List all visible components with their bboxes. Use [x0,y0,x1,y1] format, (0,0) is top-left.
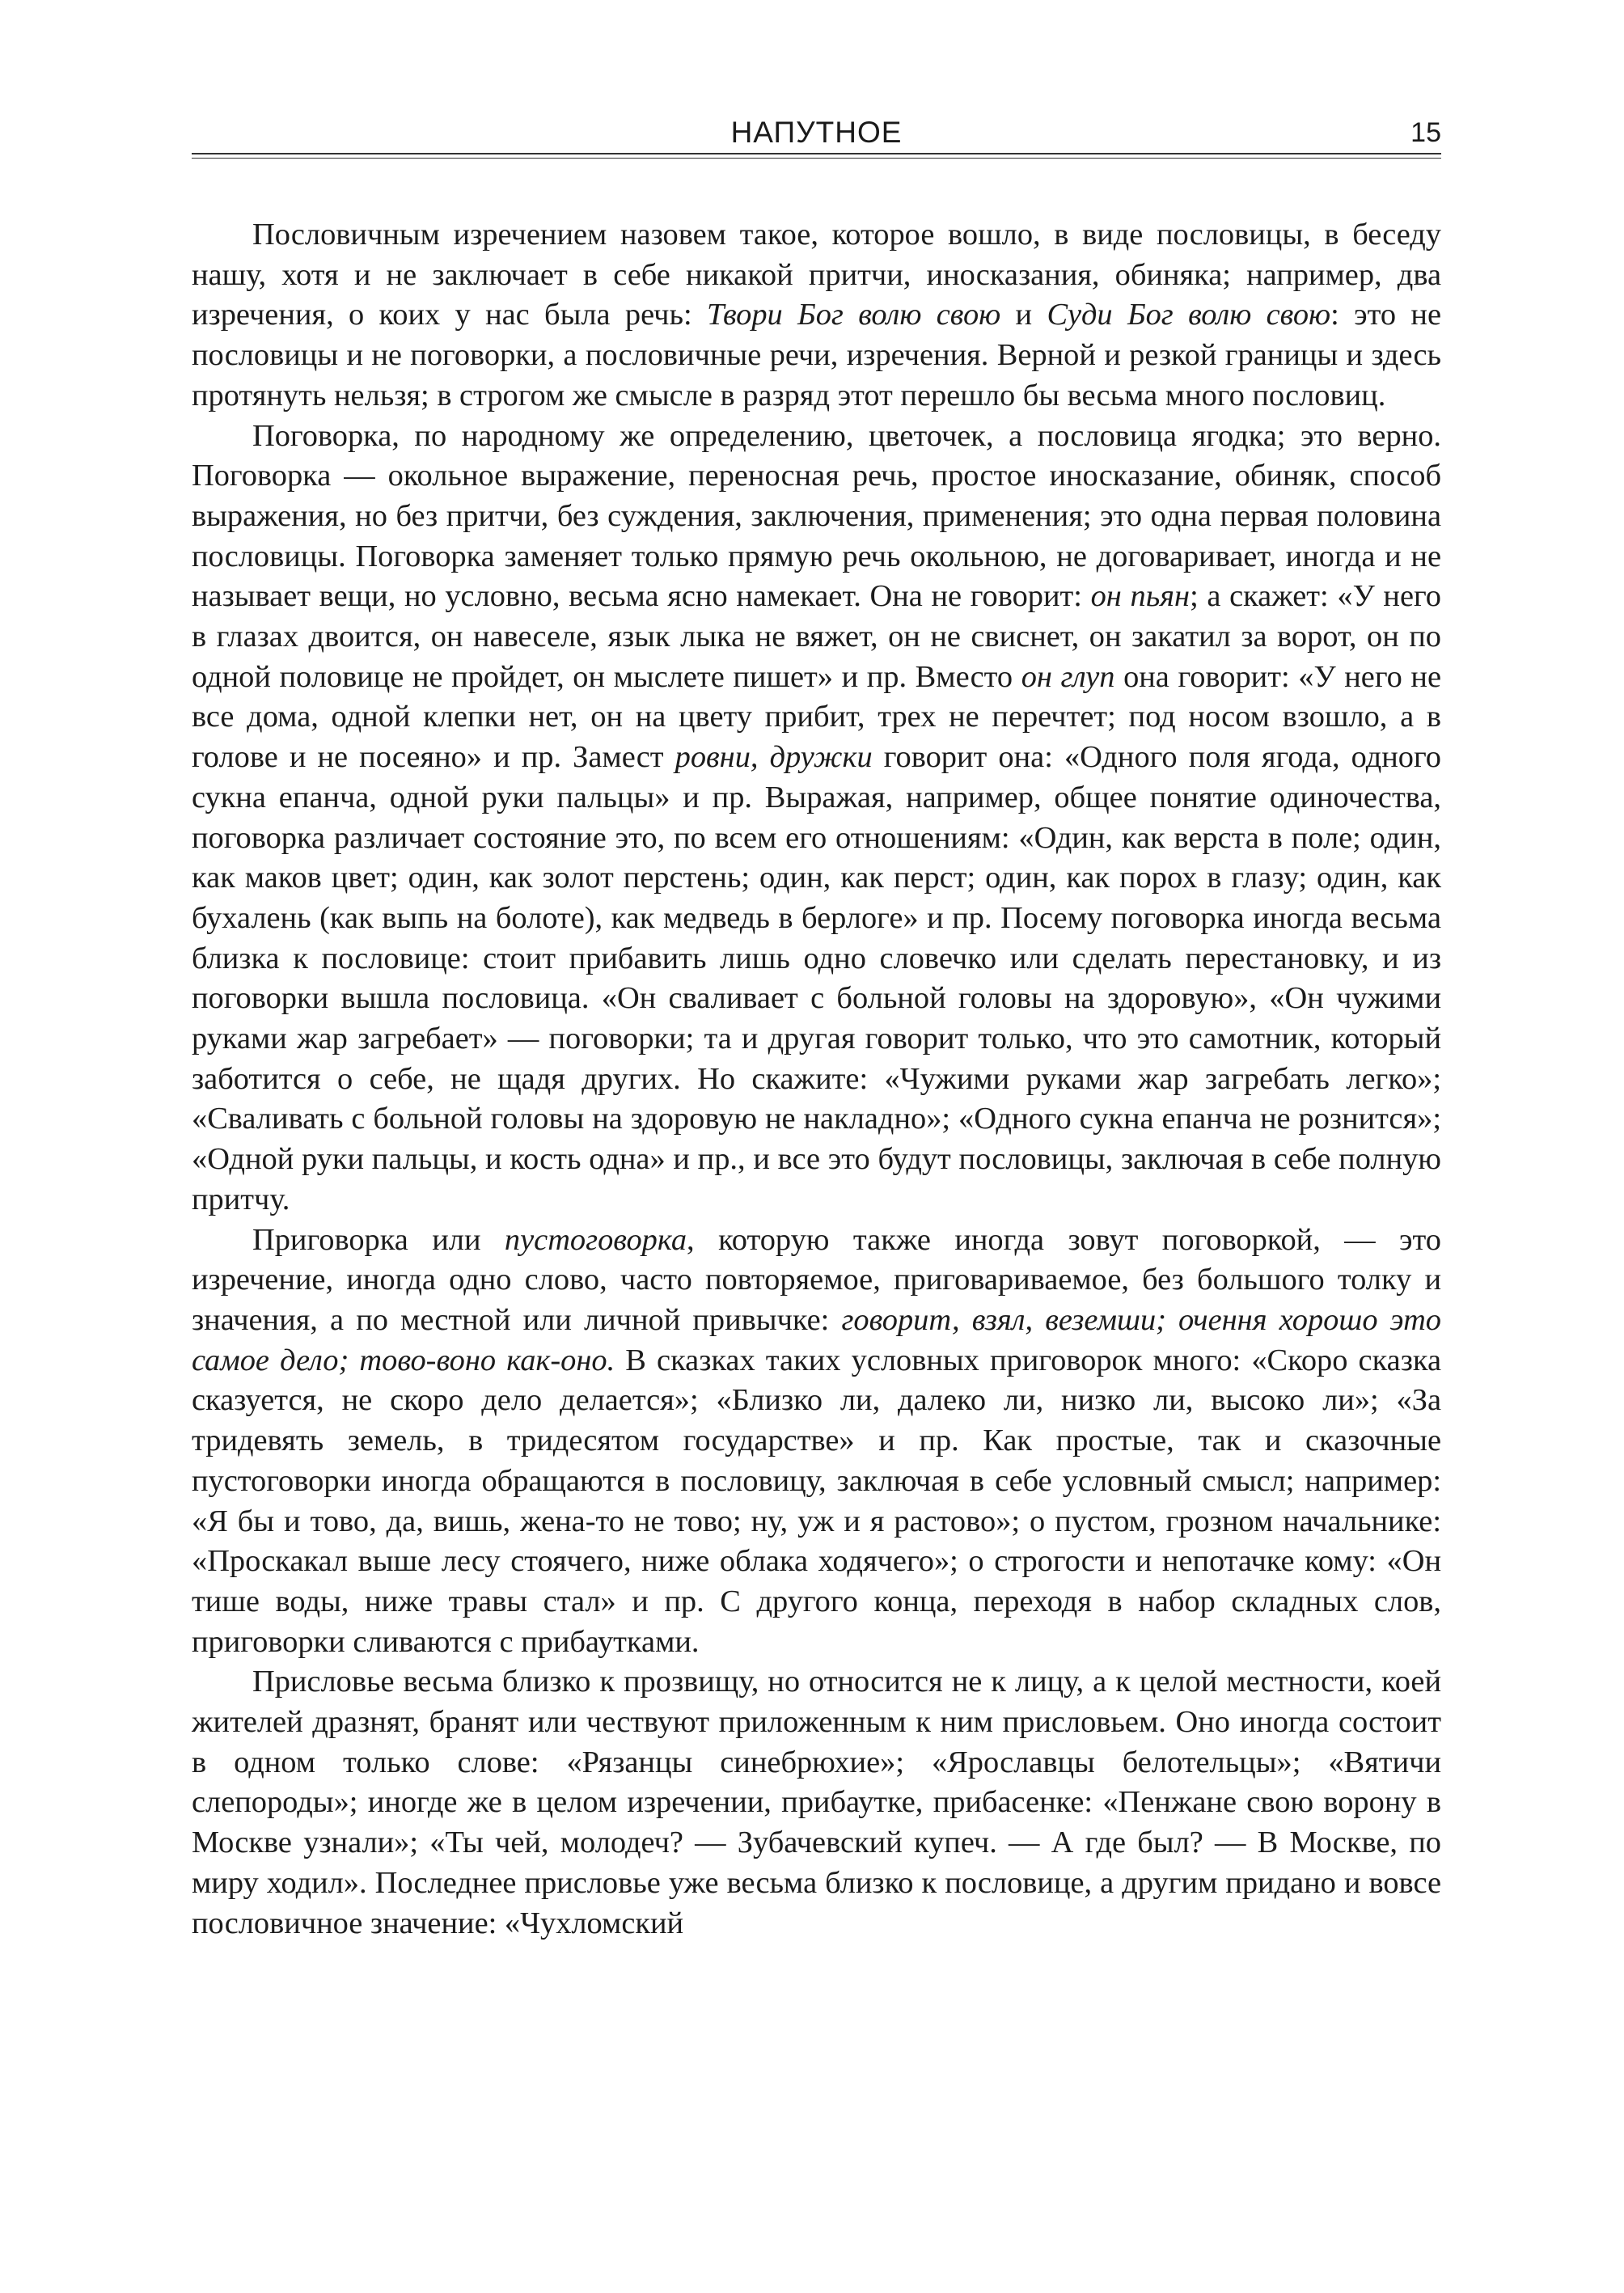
italic-phrase: Суди Бог волю свою [1047,298,1331,332]
running-title: НАПУТНОЕ [730,116,903,149]
text-run: и [1000,298,1047,332]
body-text [192,215,1441,1944]
header-rule-thick [192,153,1441,154]
text-run: Поговорка, по народному же определению, цветочек, а пословица ягодка; это верно. Поговорка — окольное выражение, переносная речь, простое иносказание, обиняк, способ выражения, но без притчи, без суждения, заключения, применения; это одна первая половина пословицы. Поговорка заменяет только прямую речь окольною, не договаривает, иногда и не называет вещи, но условно, весьма ясно намекает. Она не говорит: [192,418,1441,614]
italic-phrase: пустоговорка [504,1222,687,1257]
text-run: , которую также иногда зовут поговоркой, — это изречение, иногда одно слово, часто повторяемое, приговариваемое, без большого толку и значения, а по местной или личной привычке: [192,1222,1441,1337]
running-head [192,112,1441,154]
paragraph [192,215,1441,417]
paragraph [192,1221,1441,1663]
italic-phrase: Твори Бог волю свою [707,298,1001,332]
italic-phrase: говорит, взял, веземши; очення хорошо это самое дело; тово-воно как-оно. [192,1302,1441,1377]
text-run: Приговорка или [252,1222,505,1257]
paragraph [192,1662,1441,1944]
italic-phrase: ровни, дружки [675,740,873,775]
text-run: Присловье весьма близко к прозвищу, но относится не к лицу, а к целой местности, коей жителей дразнят, бранят или чествуют приложенным к ним присловьем. Оно иногда состоит в одном только слове: «Рязанцы синебрюхие»; «Ярославцы белотельцы»; «Вятичи слепороды»; иногде же в целом изречении, прибаутке, прибасенке: «Пенжане свою ворону в Москве узнали»; «Ты чей, молодеч? — Зубачевский купеч. — А где был? — В Москве, по миру ходил». Последнее присловье уже весьма близко к пословице, а другим придано и вовсе пословичное значение: «Чухломский [192,1665,1441,1940]
text-run: Пословичным изречением назовем такое, которое вошло, в виде пословицы, в беседу нашу, хотя и не заключает в себе никакой притчи, иносказания, обиняка; например, два изречения, о коих у нас была речь: [192,218,1441,332]
text-run: ; а скажет: «У него в глазах двоится, он навеселе, язык лыка не вяжет, он не свиснет, он закатил за ворот, он по одной половице не пройдет, он мыслете пишет» и пр. Вместо [192,579,1441,694]
header-rule-thin [192,158,1441,159]
text-run: она говорит: «У него не все дома, одной клепки нет, он на цвету прибит, трех не перечтет; под носом взошло, а в голове и не посеяно» и пр. Замест [192,659,1441,775]
page-number: 15 [1410,117,1441,148]
italic-phrase: он глуп [1021,659,1115,694]
italic-phrase: он пьян [1090,579,1191,614]
text-run: В сказках таких условных приговорок много: «Скоро сказка сказуется, не скоро дело делается»; «Близко ли, далеко ли, низко ли, высоко ли»; «За тридевять земель, в тридесятом государстве» и пр. Как простые, так и сказочные пустоговорки иногда обращаются в пословицу, заключая в себе условный смысл; например: «Я бы и тово, да, вишь, жена-то не тово; ну, уж и я растово»; о пустом, грозном начальнике: «Проскакал выше лесу стоячего, ниже облака ходячего»; о строгости и непотачке кому: «Он тише воды, ниже травы стал» и пр. С другого конца, переходя в набор складных слов, приговорки сливаются с прибаутками. [192,1343,1441,1659]
paragraph [192,417,1441,1221]
text-run: : это не пословицы и не поговорки, а пословичные речи, изречения. Верной и резкой границы и здесь протянуть нельзя; в строгом же смысле в разряд этот перешло бы весьма много пословиц. [192,298,1441,412]
text-run: говорит она: «Одного поля ягода, одного сукна епанча, одной руки пальцы» и пр. Выражая, например, общее понятие одиночества, поговорка различает состояние это, по всем его отношениям: «Один, как верста в поле; один, как маков цвет; один, как золот перстень; один, как перст; один, как порох в глазу; один, как бухалень (как выпь на болоте), как медведь в берлоге» и пр. Посему поговорка иногда весьма близка к пословице: стоит прибавить лишь одно словечко или сделать перестановку, и из поговорки вышла пословица. «Он сваливает с больной головы на здоровую», «Он чужими руками жар загребает» — поговорки; та и другая говорит только, что это самотник, который заботится о себе, не щадя других. Но скажите: «Чужими руками жар загребать легко»; «Сваливать с больной головы на здоровую не накладно»; «Одного сукна епанча не рознится»; «Одной руки пальцы, и кость одна» и пр., и все это будут пословицы, заключая в себе полную притчу. [192,740,1441,1216]
